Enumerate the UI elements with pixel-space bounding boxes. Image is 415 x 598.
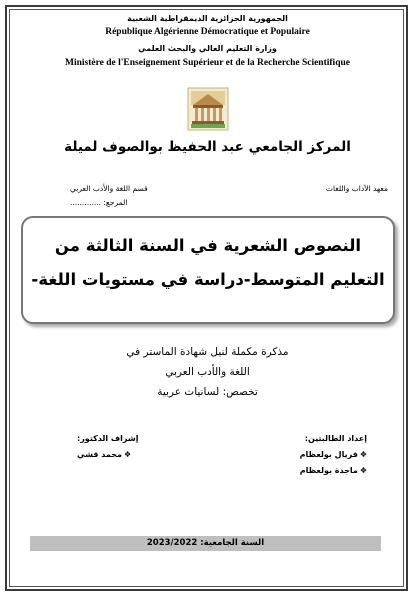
ministry-arabic: وزارة التعليم العالي والبحث العلمي: [138, 44, 277, 53]
student-name: ❖ماجدة بولعظام: [299, 466, 367, 475]
reference-label: المرجع: .............: [70, 198, 128, 207]
memo-specialty: تخصص: لسانيات عربية: [157, 386, 258, 398]
academic-year-label: السنة الجامعية:: [200, 538, 265, 548]
supervisor-label: إشراف الدكتور:: [77, 434, 139, 443]
memo-line-1: مذكرة مكملة لنيل شهادة الماستر في: [126, 346, 289, 358]
diamond-bullet-icon: ❖: [123, 450, 132, 459]
thesis-title-line-1: النصوص الشعرية في السنة الثالثة من: [54, 236, 362, 255]
university-building-logo-icon: [187, 87, 229, 131]
memo-line-2: اللغة والأدب العربي: [165, 366, 250, 378]
prepared-by-label: إعداد الطالبتين:: [304, 434, 367, 443]
academic-year-value: 2023/2022: [146, 538, 198, 548]
diamond-bullet-icon: ❖: [359, 450, 367, 459]
republic-arabic: الجمهورية الجزائرية الديمقراطية الشعبية: [127, 14, 288, 23]
thesis-title-line-2: التعليم المتوسط-دراسة في مستويات اللغة-: [31, 270, 385, 289]
student-name: ❖فريال بولعظام: [299, 450, 367, 459]
department-label: قسم اللغة والأدب العربي: [70, 184, 148, 193]
academic-year-bar: [30, 536, 381, 551]
republic-french: République Algérienne Démocratique et Populaire: [105, 27, 310, 37]
institute-label: معهد الآداب واللغات: [325, 184, 388, 193]
ministry-french: Ministère de l'Enseignement Supérieur et de la Recherche Scientifique: [65, 58, 350, 68]
thesis-title-box: [21, 216, 395, 324]
diamond-bullet-icon: ❖: [359, 466, 367, 475]
supervisor-name: ❖محمد قشي: [77, 450, 132, 459]
university-center-name: المركز الجامعي عبد الحفيظ بوالصوف لميلة: [64, 139, 351, 155]
